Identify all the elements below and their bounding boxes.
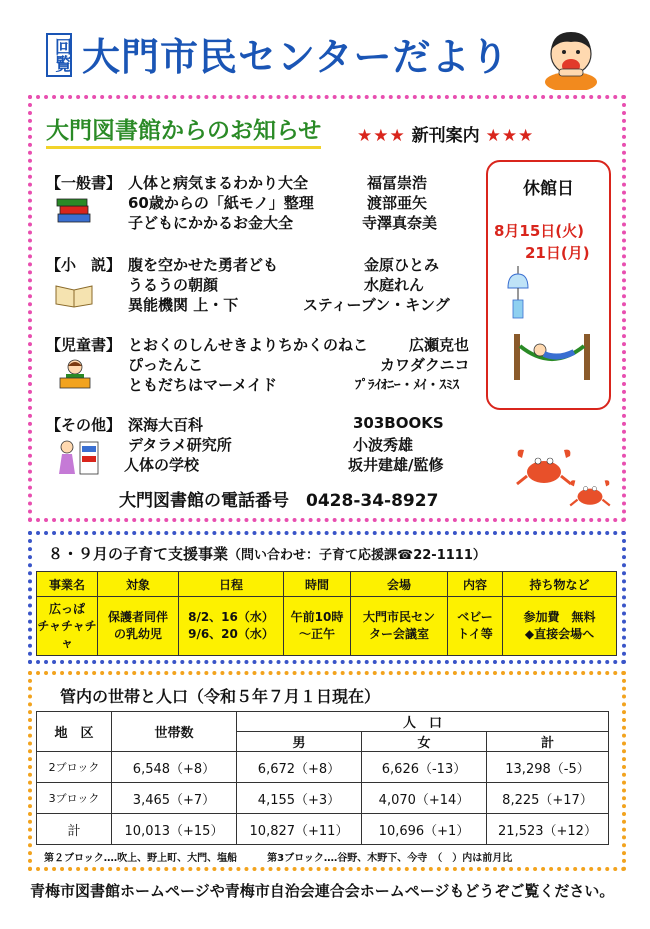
table-cell: 8,225（+17） — [487, 783, 609, 814]
column-header: 人 口 — [237, 712, 609, 732]
category-general: 【一般書】 — [46, 174, 122, 192]
column-header: 女 — [362, 732, 487, 752]
column-header: 計 — [487, 732, 609, 752]
table-header-row — [37, 712, 609, 732]
book-title: 人体と病気まるわかり大全 — [128, 174, 309, 192]
book-title: 60歳からの「紙モノ」整理 — [128, 194, 314, 212]
table-row — [37, 752, 609, 783]
table-cell: 10,827（+11） — [237, 814, 362, 845]
table-cell: 4,155（+3） — [237, 783, 362, 814]
table-cell — [351, 597, 448, 656]
cell-line: 午前10時 — [290, 610, 344, 624]
book-title: デタラメ研究所 — [128, 436, 232, 454]
book-author: 渡部亜矢 — [367, 194, 428, 212]
table-cell: 6,672（+8） — [237, 752, 362, 783]
cell-line: 9/6、20（水） — [188, 627, 274, 641]
cell-line: 大門市民セン — [362, 610, 435, 624]
table-cell: 3,465（+7） — [112, 783, 237, 814]
hammock-child-icon — [506, 332, 598, 382]
childcare-contact: （問い合わせ：子育て応援課☎22-1111） — [228, 548, 486, 563]
cell-line: ター会議室 — [368, 627, 429, 641]
books-stack-icon — [54, 196, 94, 226]
closed-date-1: 8月15日(火) — [494, 222, 585, 240]
table-cell — [179, 597, 284, 656]
table-cell: 6,626（-13） — [362, 752, 487, 783]
child-reading-icon — [54, 358, 96, 392]
cell-line: 参加費 無料 — [523, 610, 596, 624]
table-cell: 13,298（-5） — [487, 752, 609, 783]
kairan-stamp: 回覧 — [46, 33, 72, 77]
open-book-icon — [54, 278, 94, 308]
book-author: 水庭れん — [364, 276, 425, 294]
person-at-shelf-icon — [54, 438, 100, 476]
table-row — [37, 597, 617, 656]
book-author: カワダクニコ — [380, 356, 470, 374]
cell-line: ◆直接会場へ — [524, 627, 595, 641]
table-header-row — [37, 572, 617, 597]
population-title: 管内の世帯と人口（令和５年７月１日現在） — [60, 687, 381, 706]
column-header: 内容 — [448, 572, 503, 597]
book-author: 寺澤真奈美 — [362, 214, 438, 232]
column-header: 男 — [237, 732, 362, 752]
book-author: ﾌﾟﾗｲｵﾆｰ・ﾒｲ・ｽﾐｽ — [355, 378, 460, 393]
small-crab-icon — [568, 476, 612, 510]
cell-line: ～正午 — [298, 627, 335, 641]
library-phone: 大門図書館の電話番号 0428-34-8927 — [119, 491, 439, 511]
table-cell: 4,070（+14） — [362, 783, 487, 814]
book-author: 303BOOKS — [353, 414, 444, 432]
cell-line: 8/2、16（水） — [188, 610, 274, 624]
population-table — [36, 711, 609, 845]
column-header: 世帯数 — [112, 712, 237, 752]
stars-left: ★★★ — [357, 126, 406, 146]
book-author: 広瀬克也 — [409, 336, 470, 354]
table-cell: 10,696（+1） — [362, 814, 487, 845]
table-cell: 3ブロック — [37, 783, 112, 814]
table-cell: 2ブロック — [37, 752, 112, 783]
book-title: 異能機関 上・下 — [128, 296, 239, 314]
mascot-eating-icon — [537, 24, 605, 90]
cell-line: トイ等 — [457, 627, 493, 641]
stars-right: ★★★ — [485, 126, 535, 146]
book-author: 坂井建雄/監修 — [348, 456, 444, 474]
book-title: 人体の学校 — [124, 456, 200, 474]
category-children: 【児童書】 — [46, 336, 122, 354]
column-header: 事業名 — [37, 572, 98, 597]
new-books-label: 新刊案内 — [411, 126, 480, 146]
cell-line: 保護者同伴 — [107, 610, 168, 624]
population-note: 第２ブロック‥‥吹上、野上町、大門、塩船 第3ブロック‥‥谷野、木野下、今寺 （ ）内は前月比 — [44, 853, 513, 864]
book-title: 子どもにかかるお金大全 — [128, 214, 294, 232]
table-cell: 6,548（+8） — [112, 752, 237, 783]
table-cell — [37, 597, 98, 656]
book-author: スティーブン・キング — [303, 296, 450, 314]
table-row — [37, 814, 609, 845]
book-author: 小波秀雄 — [353, 436, 414, 454]
column-header: 会場 — [351, 572, 448, 597]
book-author: 福冨崇浩 — [367, 174, 428, 192]
closed-days-title: 休館日 — [523, 179, 574, 199]
column-header: 時間 — [284, 572, 351, 597]
table-row — [37, 783, 609, 814]
table-cell — [448, 597, 503, 656]
childcare-table — [36, 571, 617, 656]
footer-message: 青梅市図書館ホームページや青梅市自治会連合会ホームページもどうぞご覧ください。 — [30, 882, 615, 900]
category-novel: 【小 説】 — [46, 256, 122, 274]
cell-line: ベビー — [457, 610, 493, 624]
new-books-heading — [357, 121, 534, 146]
table-cell — [98, 597, 179, 656]
page-title: 大門市民センターだより — [82, 35, 510, 79]
table-cell: 21,523（+12） — [487, 814, 609, 845]
closed-date-2: 21日(月) — [525, 244, 590, 262]
library-notice-title: 大門図書館からのお知らせ — [46, 112, 321, 149]
column-header: 地 区 — [37, 712, 112, 752]
table-cell: 計 — [37, 814, 112, 845]
cell-line: 広っぱ — [48, 601, 85, 616]
table-cell — [503, 597, 617, 656]
childcare-title — [48, 543, 486, 564]
column-header: 日程 — [179, 572, 284, 597]
childcare-title-text: ８・９月の子育て支援事業 — [48, 545, 229, 563]
wind-chime-icon — [502, 266, 534, 322]
cell-line: の乳幼児 — [113, 627, 162, 641]
book-title: 腹を空かせた勇者ども — [128, 256, 279, 274]
book-title: 深海大百科 — [128, 416, 204, 434]
book-title: とおくのしんせきよりちかくのねこ — [128, 336, 369, 354]
column-header: 持ち物など — [503, 572, 617, 597]
book-author: 金原ひとみ — [364, 256, 440, 274]
book-title: ともだちはマーメイド — [128, 376, 277, 394]
cell-line: チャチャチャ — [37, 618, 97, 650]
category-other: 【その他】 — [46, 416, 122, 434]
table-cell — [284, 597, 351, 656]
column-header: 対象 — [98, 572, 179, 597]
book-title: ぴったんこ — [128, 356, 204, 374]
crab-icon — [514, 446, 574, 488]
book-title: うるうの朝顔 — [128, 276, 219, 294]
table-cell: 10,013（+15） — [112, 814, 237, 845]
